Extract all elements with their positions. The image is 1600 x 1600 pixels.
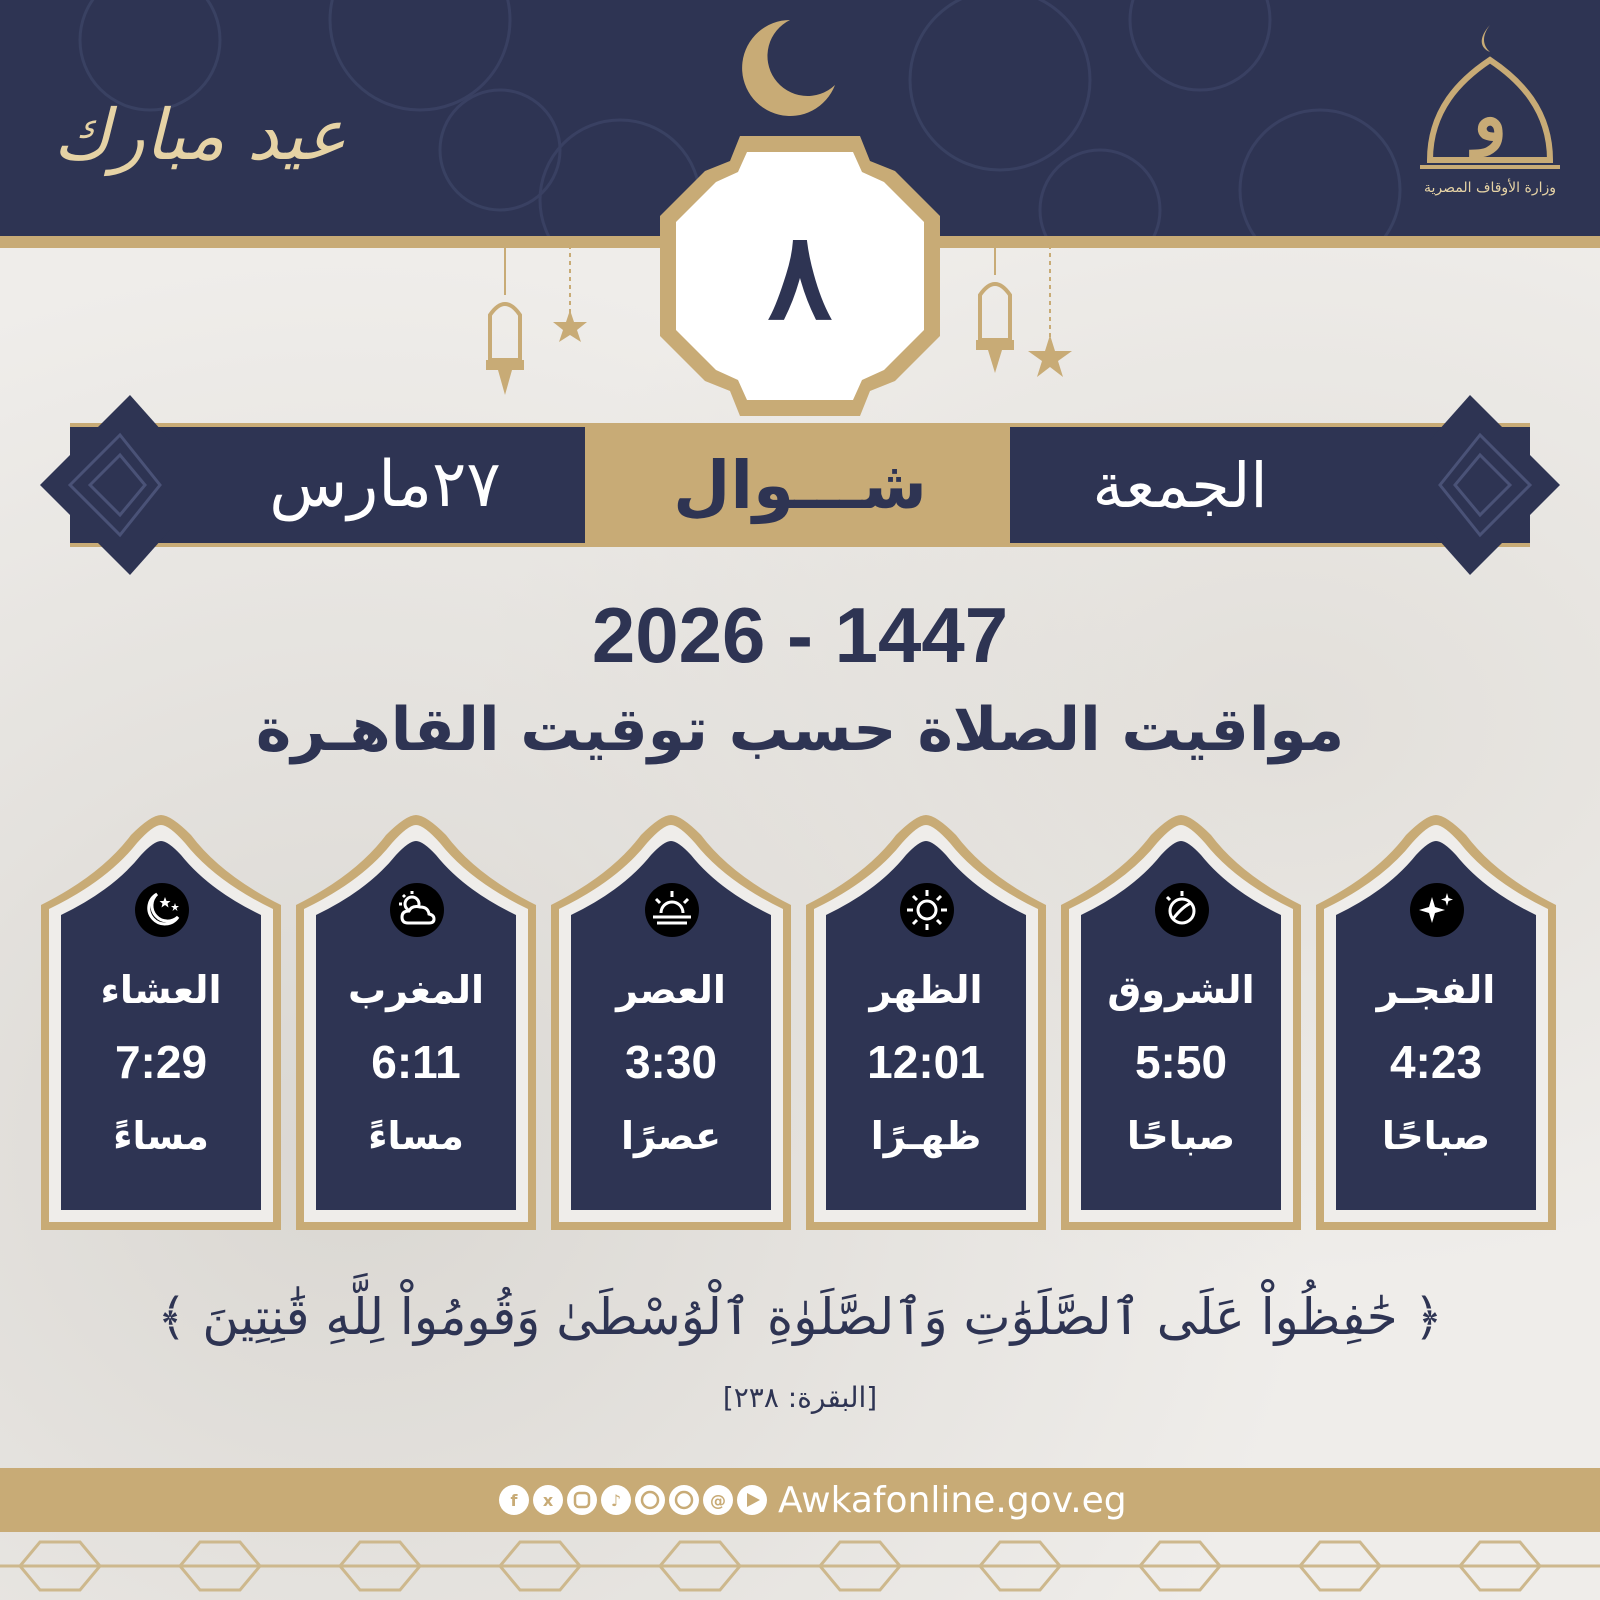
prayer-card-sunrise — [1061, 815, 1301, 1230]
years-title: 2026 - 1447 — [591, 590, 1009, 679]
whatsapp-icon[interactable] — [669, 1485, 699, 1515]
prayer-card-asr — [551, 815, 791, 1230]
prayer-period: مساءً — [113, 1114, 209, 1158]
prayer-time: 6:11 — [371, 1036, 461, 1088]
sunset-icon — [645, 883, 699, 937]
prayer-time: 12:01 — [867, 1036, 985, 1088]
instagram-icon[interactable] — [567, 1485, 597, 1515]
svg-text:♪: ♪ — [610, 1491, 622, 1510]
web-icon[interactable] — [635, 1485, 665, 1515]
svg-text:@: @ — [710, 1491, 726, 1510]
prayer-period: عصرًا — [620, 1114, 722, 1158]
day-number: ٨ — [767, 205, 833, 347]
prayer-name: العشاء — [100, 968, 222, 1012]
verse-reference: [البقرة: ٢٣٨] — [722, 1380, 878, 1414]
moon-stars-icon — [135, 883, 189, 937]
prayer-period: مساءً — [368, 1114, 464, 1158]
prayer-time: 3:30 — [624, 1036, 718, 1088]
prayer-card-isha — [41, 815, 281, 1230]
crescent-moon-icon — [730, 15, 840, 120]
bottom-pattern — [0, 1532, 1600, 1600]
sun-cloud-icon — [390, 883, 444, 937]
prayer-time: 5:50 — [1134, 1036, 1228, 1088]
gregorian-date-label: ٢٧مارس — [269, 448, 501, 522]
prayer-name: العصر — [616, 968, 726, 1012]
stars-icon — [1410, 883, 1464, 937]
quran-verse: ﴿ حَٰفِظُواْ عَلَى ٱلصَّلَوَٰتِ وَٱلصَّلَوٰةِ ٱلْوُسْطَىٰ وَقُومُواْ لِلَّهِ قَٰنِتِينَ ﴾ — [157, 1288, 1443, 1346]
prayer-card-maghrib — [296, 815, 536, 1230]
weekday-label: الجمعة — [1092, 448, 1268, 522]
svg-text:و: و — [1473, 74, 1507, 157]
sunrise-icon — [1155, 883, 1209, 937]
prayer-card-fajr — [1316, 815, 1556, 1230]
prayer-period: صباحًا — [1381, 1114, 1491, 1158]
prayer-time: 4:23 — [1389, 1036, 1483, 1088]
prayer-name: الفجـر — [1376, 968, 1496, 1012]
prayer-name: المغرب — [347, 968, 485, 1012]
svg-text:وزارة الأوقاف المصرية: وزارة الأوقاف المصرية — [1423, 180, 1557, 196]
prayer-card-dhuhr — [806, 815, 1046, 1230]
prayer-time: 7:29 — [114, 1036, 208, 1088]
eid-greeting: عيد مبارك — [53, 94, 347, 176]
prayer-name: الظهر — [869, 968, 983, 1012]
prayer-period: ظهـرًا — [870, 1114, 982, 1158]
ministry-logo — [1410, 20, 1570, 220]
svg-text:f: f — [510, 1491, 518, 1510]
social-icons — [496, 1480, 781, 1520]
hijri-month-label: شـــوال — [673, 446, 927, 524]
page-title: مواقيت الصلاة حسب توقيت القاهـرة — [255, 695, 1345, 765]
prayer-period: صباحًا — [1126, 1114, 1236, 1158]
website-link[interactable]: Awkafonline.gov.eg — [778, 1479, 1127, 1521]
svg-text:x: x — [542, 1491, 554, 1510]
prayer-name: الشروق — [1107, 968, 1255, 1012]
sun-icon — [900, 883, 954, 937]
